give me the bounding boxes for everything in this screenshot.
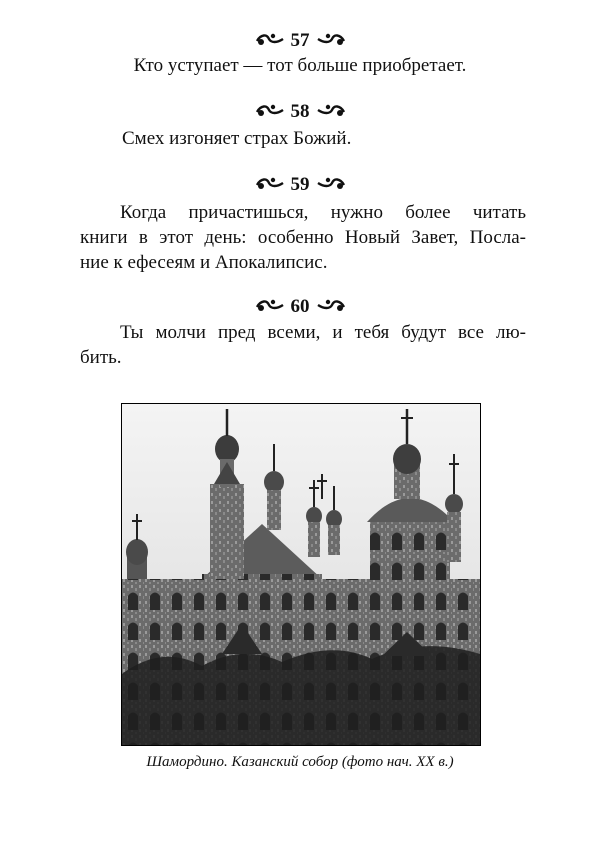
section-number: 58 <box>290 100 310 122</box>
section-heading-59 <box>0 172 600 197</box>
photo-caption: Шамордино. Казанский собор (фото нач. XX в.) <box>146 754 454 770</box>
ornament-right-icon <box>316 100 346 124</box>
ornament-right-icon <box>316 295 346 319</box>
section-text-58 <box>122 126 526 151</box>
cathedral-illustration <box>122 404 480 745</box>
cathedral-photo <box>121 403 481 746</box>
section-number: 59 <box>290 173 310 195</box>
section-text-60 <box>80 320 526 370</box>
text-line: Ты молчи пред всеми, и тебя будут все лю- <box>120 322 526 343</box>
ornament-left-icon <box>255 29 285 53</box>
section-text-59 <box>80 200 526 275</box>
section-number: 57 <box>290 29 310 51</box>
text-line: ние к ефесеям и Апокалипсис. <box>80 252 328 273</box>
ornament-right-icon <box>316 29 346 53</box>
section-number: 60 <box>290 295 310 317</box>
text-line: Когда причастишься, нужно более читать <box>120 202 526 223</box>
section-text-57 <box>0 53 600 78</box>
ornament-left-icon <box>255 295 285 319</box>
section-heading-60 <box>0 294 600 319</box>
text-line: книги в этот день: особенно Новый Завет, Посла- <box>80 227 526 248</box>
text-line: Кто уступает — тот больше приобретает. <box>133 55 467 76</box>
text-line: Смех изгоняет страх Божий. <box>122 128 352 149</box>
ornament-left-icon <box>255 173 285 197</box>
ornament-left-icon <box>255 100 285 124</box>
text-line: бить. <box>80 347 122 368</box>
section-heading-58 <box>0 99 600 124</box>
section-heading-57 <box>0 28 600 53</box>
ornament-right-icon <box>316 173 346 197</box>
